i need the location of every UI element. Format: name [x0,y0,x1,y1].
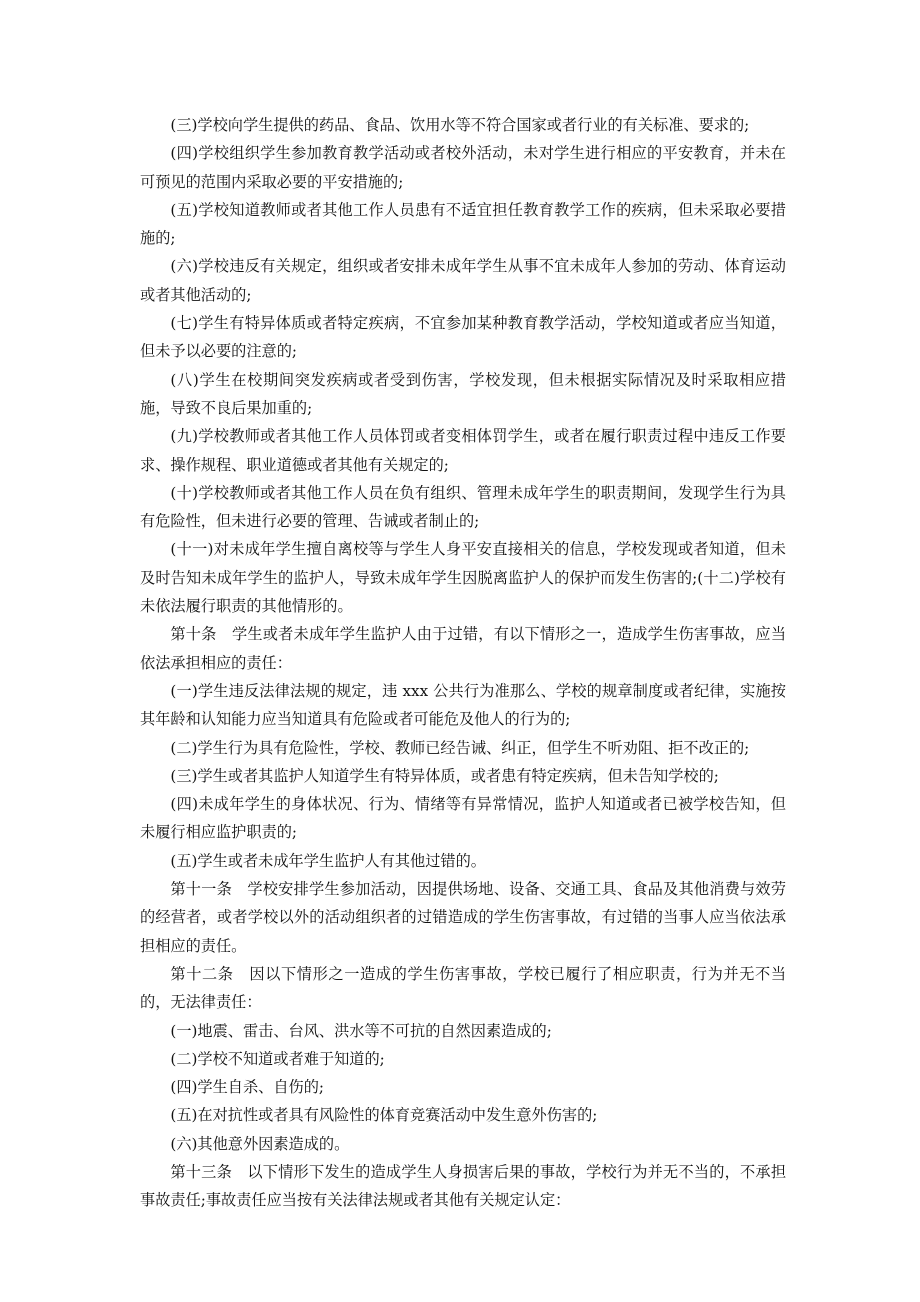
article-12-item-4: (四)学生自杀、自伤的; [170,1078,325,1097]
article-10-item-2: (二)学生行为具有危险性，学校、教师已经告诫、纠正，但学生不听劝阻、拒不改正的; [170,738,750,757]
article-12-item-5: (五)在对抗性或者具有风险性的体育竞赛活动中发生意外伤害的; [170,1106,598,1125]
paragraph-item-11-12: (十一)对未成年学生擅自离校等与学生人身平安直接相关的信息，学校发现或者知道，但未及时告知未成年学生的监护人，导致未成年学生因脱离监护人的保护而发生伤害的;(十二)学校有未依法履行职责的其他情形的。 [140,540,786,616]
article-11: 第十一条 学校安排学生参加活动，因提供场地、设备、交通工具、食品及其他消费与效劳的经营者，或者学校以外的活动组织者的过错造成的学生伤害事故，有过错的当事人应当依法承担相应的责任。 [140,880,786,955]
article-10-item-1: (一)学生违反法律法规的规定，违 xxx 公共行为准那么、学校的规章制度或者纪律，实施按其年龄和认知能力应当知道具有危险或者可能危及他人的行为的; [140,681,786,729]
article-12-item-1: (一)地震、雷击、台风、洪水等不可抗的自然因素造成的; [170,1021,552,1040]
article-10-item-5: (五)学生或者未成年学生监护人有其他过错的。 [170,851,486,870]
paragraph-item-5: (五)学校知道教师或者其他工作人员患有不适宜担任教育教学工作的疾病，但未采取必要措施的; [140,200,786,248]
paragraph-item-6: (六)学校违反有关规定，组织或者安排未成年学生从事不宜未成年人参加的劳动、体育运动或者其他活动的; [140,257,786,304]
article-12-heading: 第十二条 因以下情形之一造成的学生伤害事故，学校已履行了相应职责，行为并无不当的，无法律责任： [140,964,786,1012]
paragraph-item-3: (三)学校向学生提供的药品、食品、饮用水等不符合国家或者行业的有关标准、要求的; [170,116,750,134]
article-12-item-2: (二)学校不知道或者难于知道的; [170,1049,385,1068]
paragraph-item-4: (四)学校组织学生参加教育教学活动或者校外活动，未对学生进行相应的平安教育，并未在可预见的范围内采取必要的平安措施的; [140,144,786,191]
article-10-item-3: (三)学生或者其监护人知道学生有特异体质，或者患有特定疾病，但未告知学校的; [170,766,719,785]
article-12-item-6: (六)其他意外因素造成的。 [170,1134,350,1153]
article-10-item-4: (四)未成年学生的身体状况、行为、情绪等有异常情况，监护人知道或者已被学校告知，但未履行相应监护职责的; [140,795,786,842]
paragraph-item-7: (七)学生有特异体质或者特定疾病，不宜参加某种教育教学活动，学校知道或者应当知道，但未予以必要的注意的; [140,314,786,361]
article-10-heading: 第十条 学生或者未成年学生监护人由于过错，有以下情形之一，造成学生伤害事故，应当依法承担相应的责任： [140,625,786,672]
article-13-heading: 第十三条 以下情形下发生的造成学生人身损害后果的事故，学校行为并无不当的，不承担事故责任;事故责任应当按有关法律法规或者其他有关规定认定： [140,1162,786,1210]
paragraph-item-9: (九)学校教师或者其他工作人员体罚或者变相体罚学生，或者在履行职责过程中违反工作要求、操作规程、职业道德或者其他有关规定的; [140,427,786,474]
paragraph-item-10: (十)学校教师或者其他工作人员在负有组织、管理未成年学生的职责期间，发现学生行为具有危险性，但未进行必要的管理、告诫或者制止的; [140,483,786,531]
paragraph-item-8: (八)学生在校期间突发疾病或者受到伤害，学校发现，但未根据实际情况及时采取相应措施，导致不良后果加重的; [140,370,786,417]
document-body [140,111,786,1215]
